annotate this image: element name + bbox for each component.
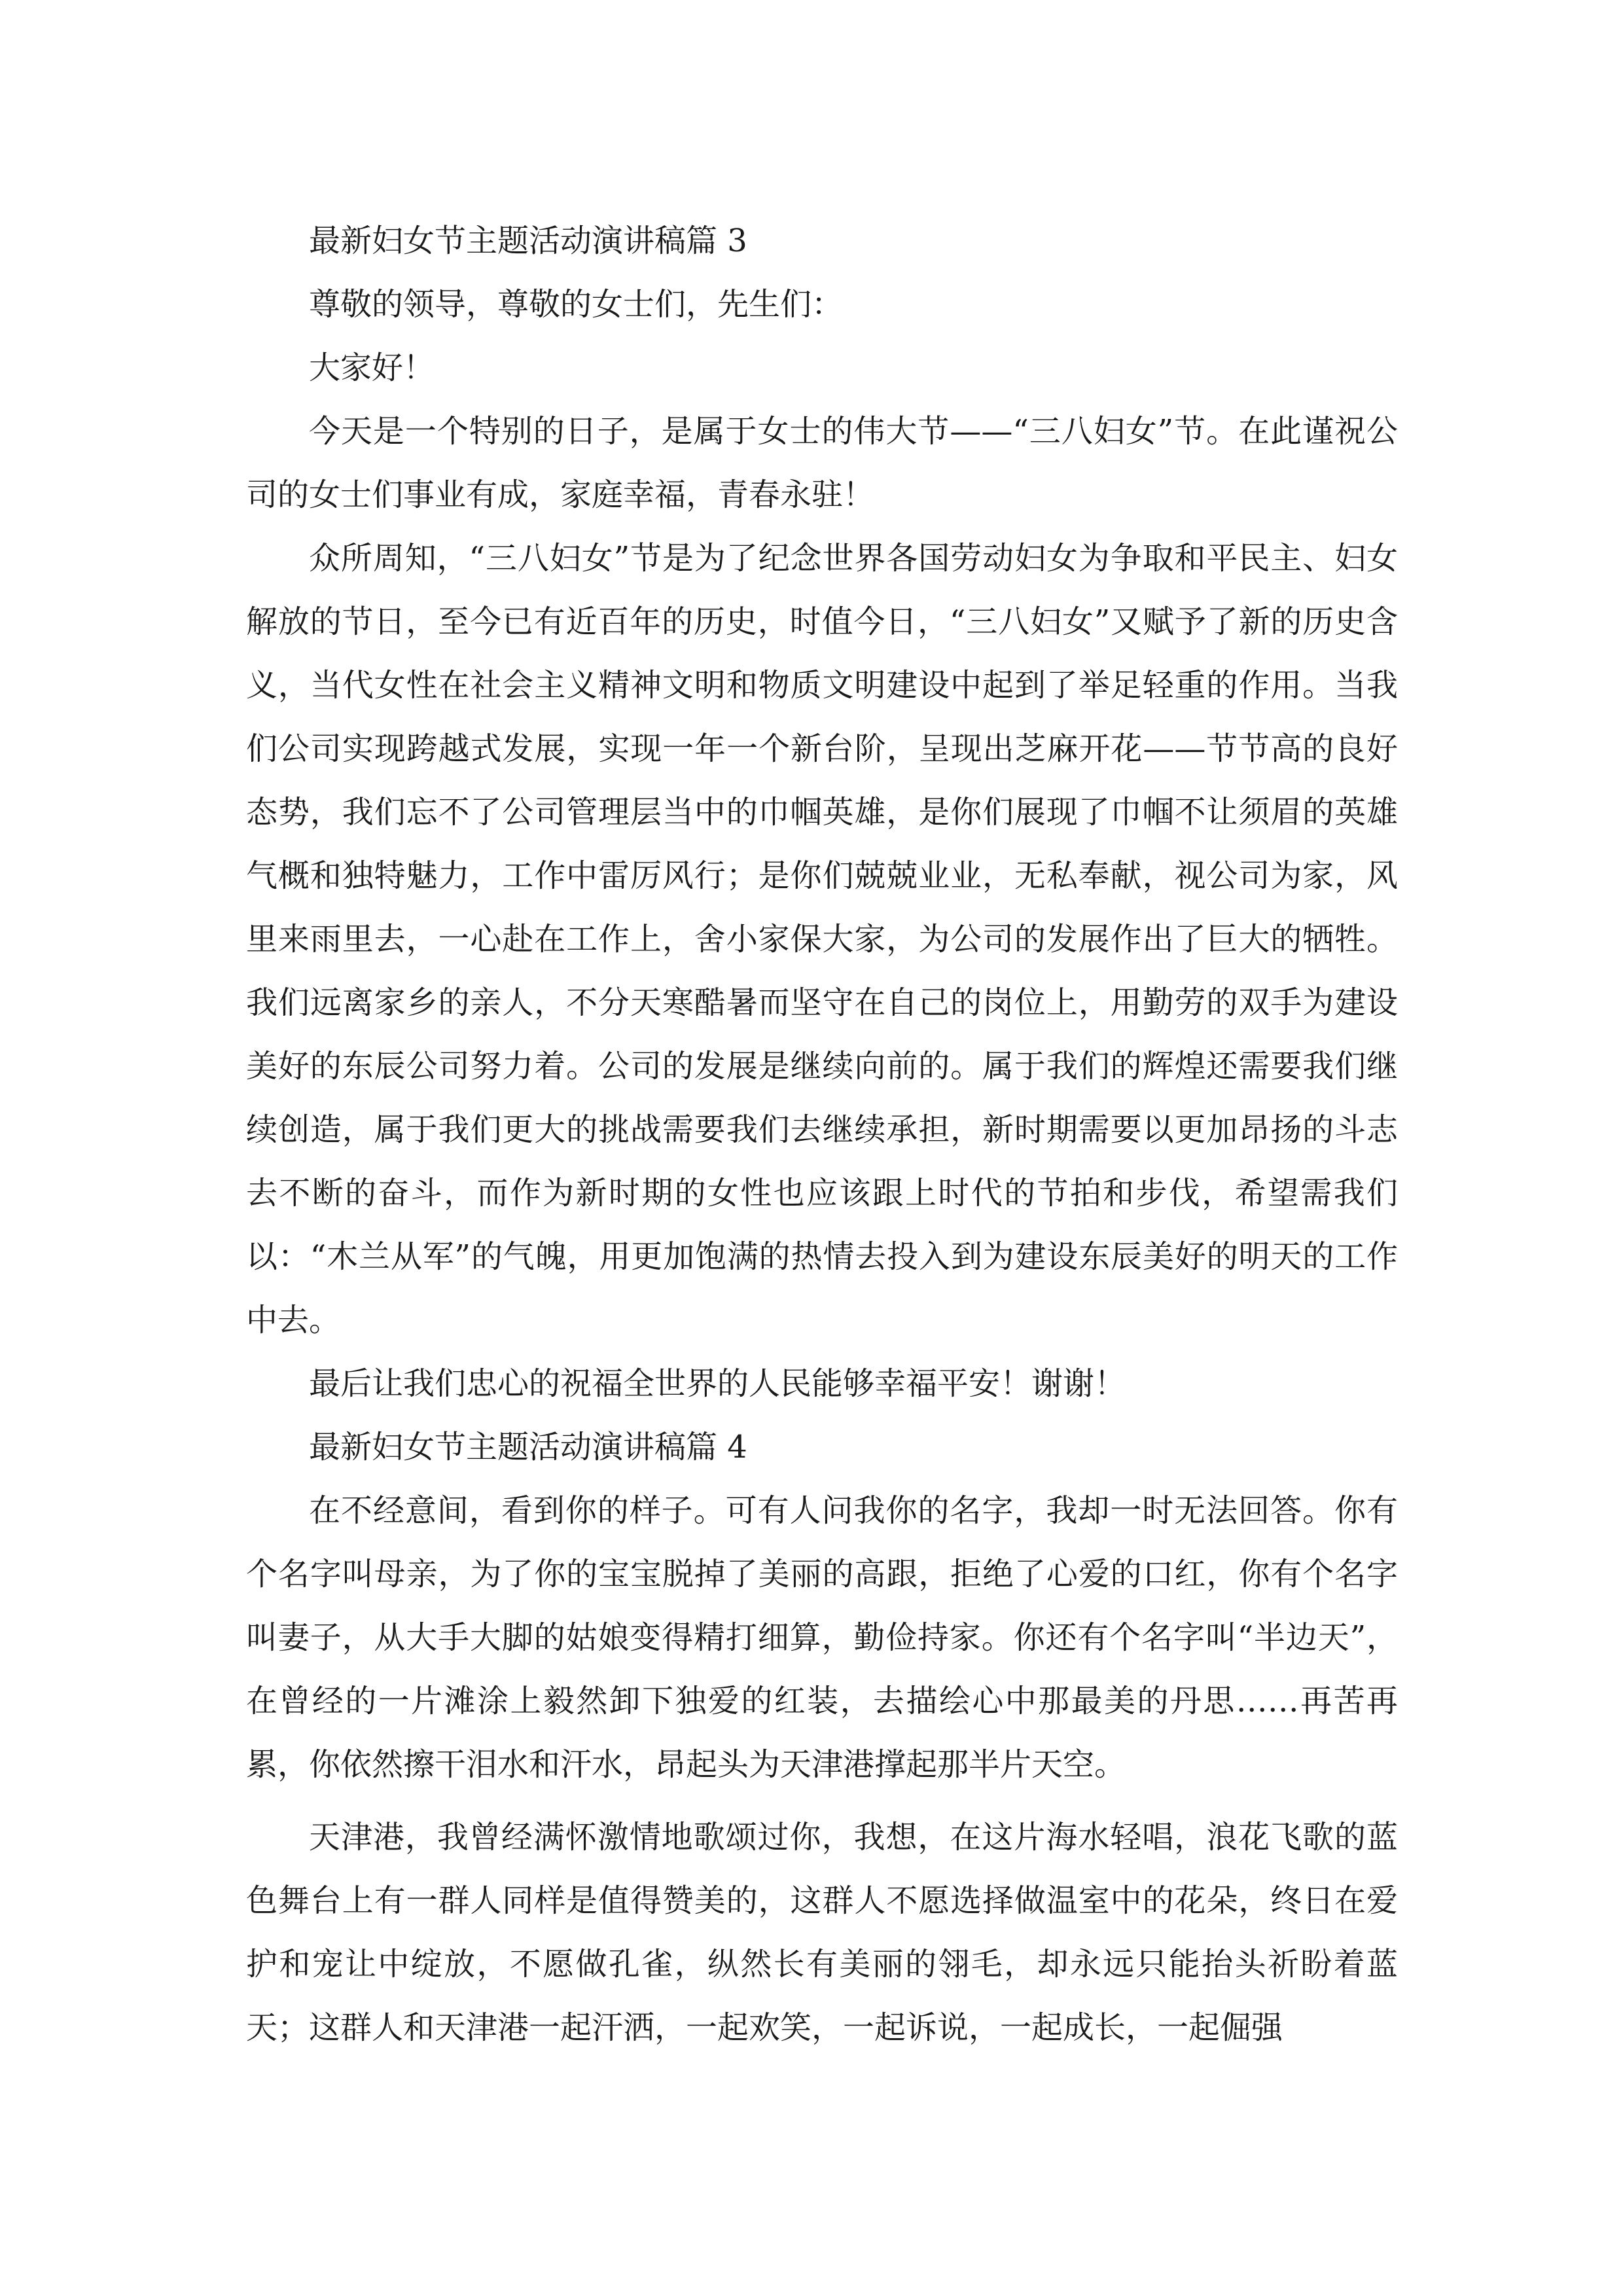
- salutation: 尊敬的领导，尊敬的女士们，先生们：: [309, 286, 844, 323]
- section-3-title: 最新妇女节主题活动演讲稿篇 3: [309, 223, 747, 259]
- section-4-paragraph: 在不经意间，看到你的样子。可有人问我你的名字，我却一时无法回答。你有个名字叫母亲，为了你的宝宝脱掉了美丽的高跟，拒绝了心爱的口红，你有个名字叫妻子，从大手大脚的姑娘变得精打细算，勤俭持家。你还有个名字叫“半边天”，在曾经的一片滩涂上毅然卸下独爱的红装，去描绘心中那最美的丹思……再苦再累，你依然擦干泪水和汗水，昂起头为天津港撑起那半片天空。: [246, 1492, 1398, 1783]
- section-3-paragraph: 今天是一个特别的日子，是属于女士的伟大节——“三八妇女”节。在此谨祝公司的女士们事业有成，家庭幸福，青春永驻！: [246, 413, 1398, 513]
- section-3-paragraph: 众所周知，“三八妇女”节是为了纪念世界各国劳动妇女为争取和平民主、妇女解放的节日，至今已有近百年的历史，时值今日，“三八妇女”又赋予了新的历史含义，当代女性在社会主义精神文明和物质文明建设中起到了举足轻重的作用。当我们公司实现跨越式发展，实现一年一个新台阶，呈现出芝麻开花——节节高的良好态势，我们忘不了公司管理层当中的巾帼英雄，是你们展现了巾帼不让须眉的英雄气概和独特魅力，工作中雷厉风行；是你们兢兢业业，无私奉献，视公司为家，风里来雨里去，一心赴在工作上，舍小家保大家，为公司的发展作出了巨大的牺牲。我们远离家乡的亲人，不分天寒酷暑而坚守在自己的岗位上，用勤劳的双手为建设美好的东辰公司努力着。公司的发展是继续向前的。属于我们的辉煌还需要我们继续创造，属于我们更大的挑战需要我们去继续承担，新时期需要以更加昂扬的斗志去不断的奋斗，而作为新时期的女性也应该跟上时代的节拍和步伐，希望需我们以：“木兰从军”的气魄，用更加饱满的热情去投入到为建设东辰美好的明天的工作中去。: [246, 540, 1398, 1338]
- section-4-title: 最新妇女节主题活动演讲稿篇 4: [309, 1429, 747, 1465]
- document-body: [246, 209, 1398, 2060]
- section-4-paragraph: 天津港，我曾经满怀激情地歌颂过你，我想，在这片海水轻唱，浪花飞歌的蓝色舞台上有一群人同样是值得赞美的，这群人不愿选择做温室中的花朵，终日在爱护和宠让中绽放，不愿做孔雀，纵然长有美丽的翎毛，却永远只能抬头祈盼着蓝天；这群人和天津港一起汗洒，一起欢笑，一起诉说，一起成长，一起倔强: [246, 1819, 1398, 2046]
- closing-paragraph: 最后让我们忠心的祝福全世界的人民能够幸福平安！谢谢！: [309, 1365, 1126, 1402]
- greeting: 大家好！: [309, 350, 435, 386]
